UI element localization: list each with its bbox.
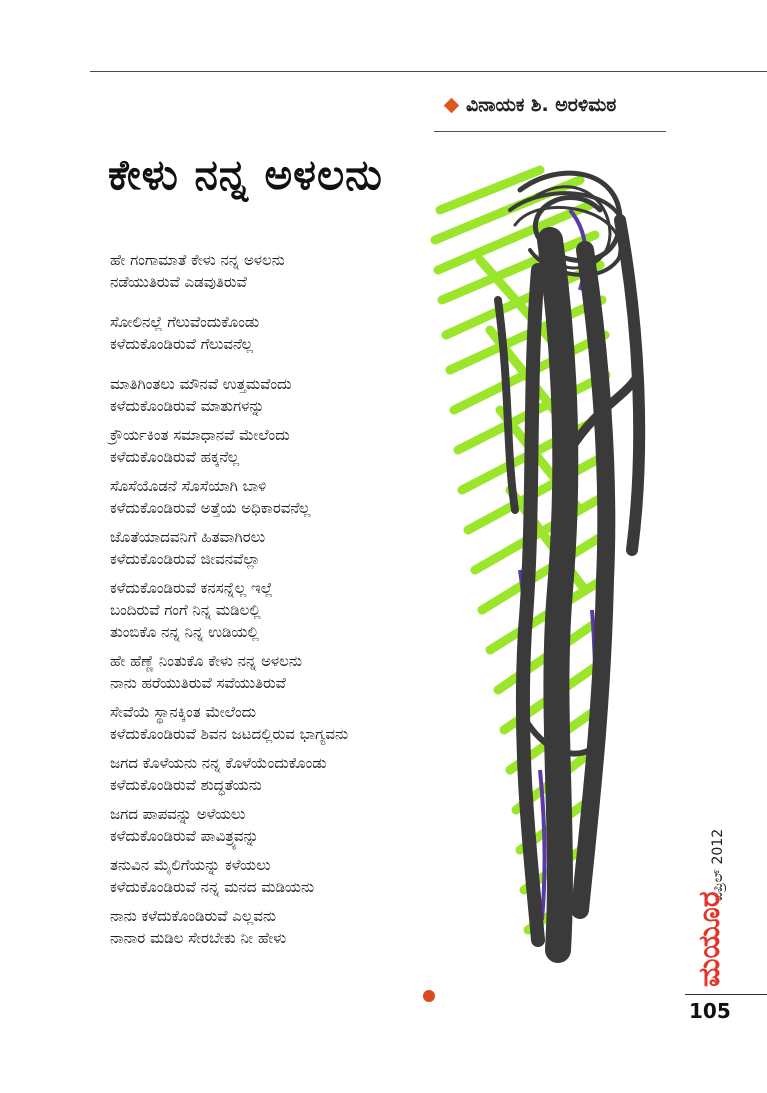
poem-line: ಕಳೆದುಕೊಂಡಿರುವೆ ಗೆಲುವನೆಲ್ಲ (110, 335, 253, 353)
poem-body (110, 249, 440, 956)
poem-line: ಹೇ ಗಂಗಾಮಾತೆ ಕೇಳು ನನ್ನ ಅಳಲನು (110, 251, 285, 269)
poem-line: ಮಾತಿಗಿಂತಲು ಮೌನವೆ ಉತ್ತಮವೆಂದು (110, 375, 292, 393)
stanza (110, 577, 440, 643)
poem-line: ನಡೆಯುತಿರುವೆ ಎಡವುತಿರುವೆ (110, 273, 247, 291)
poem-line: ತನುವಿನ ಮೈಲಿಗೆಯನ್ನು ಕಳೆಯಲು (110, 856, 271, 874)
poem-title: ಕೇಳು ನನ್ನ ಅಳಲನು (108, 150, 383, 199)
poem-line: ಕಳೆದುಕೊಂಡಿರುವೆ ಶಿವನ ಜಟದಲ್ಲಿರುವ ಭಾಗ್ಯವನು (110, 725, 349, 743)
poem-line: ಕ್ರೌರ್ಯಕಿಂತ ಸಮಾಧಾನವೆ ಮೇಲೆಂದು (110, 426, 290, 444)
stanza (110, 373, 440, 417)
author-rule (434, 131, 666, 132)
poem-line: ಕಳೆದುಕೊಂಡಿರುವೆ ಹಕ್ಕನೆಲ್ಲ (110, 448, 240, 466)
poem-line: ನಾನು ಹರೆಯುತಿರುವೆ ಸವೆಯುತಿರುವೆ (110, 674, 286, 692)
author-byline (446, 92, 616, 118)
poem-line: ಜೊತೆಯಾದವನಿಗೆ ಹಿತವಾಗಿರಲು (110, 528, 266, 546)
dark-scribbles (498, 173, 639, 950)
poem-line: ಕಳೆದುಕೊಂಡಿರುವೆ ಶುದ್ಧತೆಯನು (110, 776, 262, 794)
poem-line: ಕಳೆದುಕೊಂಡಿರುವೆ ಪಾವಿತ್ರ್ಯವನ್ನು (110, 827, 259, 845)
poem-line: ಕಳೆದುಕೊಂಡಿರುವೆ ಜೀವನವೆಲ್ಲಾ (110, 550, 261, 568)
stanza (110, 701, 440, 745)
poem-line: ಕಳೆದುಕೊಂಡಿರುವೆ ಅತ್ತೆಯ ಅಧಿಕಾರವನೆಲ್ಲ (110, 499, 311, 517)
poem-line: ಸೋಲಿನಲ್ಲೆ ಗೆಲುವೆಂದುಕೊಂಡು (110, 313, 260, 331)
magazine-masthead (678, 891, 742, 987)
stanza (110, 752, 440, 796)
poem-line: ಕಳೆದುಕೊಂಡಿರುವೆ ನನ್ನ ಮನದ ಮಡಿಯನು (110, 878, 315, 896)
stanza (110, 249, 440, 293)
poem-line: ಬಂದಿರುವೆ ಗಂಗೆ ನಿನ್ನ ಮಡಿಲಲ್ಲಿ (110, 601, 261, 619)
poem-line: ಸೊಸೆಯೊಡನೆ ಸೊಸೆಯಾಗಿ ಬಾಳಿ (110, 477, 267, 495)
issue-date-text: ಏಪ್ರಿಲ್ 2012 (710, 828, 726, 902)
author-name: ವಿನಾಯಕ ಶಿ. ಅರಳಿಮಠ (466, 94, 617, 116)
stanza (110, 650, 440, 694)
poem-line: ಜಗದ ಕೊಳೆಯನು ನನ್ನ ಕೊಳೆಯೆಂದುಕೊಂಡು (110, 754, 327, 772)
orange-dot-icon (423, 990, 435, 1002)
poem-line: ಕಳೆದುಕೊಂಡಿರುವೆ ಮಾತುಗಳನ್ನು (110, 397, 265, 415)
page-number: 105 (689, 999, 731, 1023)
header-rule (90, 71, 767, 72)
stanza (110, 311, 440, 355)
stanza (110, 526, 440, 570)
stanza (110, 803, 440, 847)
abstract-brush-art-icon (420, 150, 680, 990)
poem-line: ನಾನು ಕಳೆದುಕೊಂಡಿರುವೆ ಎಲ್ಲವನು (110, 907, 277, 925)
poem-line: ನಾನಾರ ಮಡಿಲ ಸೇರಬೇಕು ನೀ ಹೇಳು (110, 929, 287, 947)
stanza (110, 905, 440, 949)
poem-line: ಸೇವೆಯೆ ಸ್ಥಾನಕ್ಕಿಂತ ಮೇಲೆಂದು (110, 703, 257, 721)
poem-line: ಹೇ ಹೆಣ್ಣೆ ನಿಂತುಕೊ ಕೇಳು ನನ್ನ ಅಳಲನು (110, 652, 302, 670)
stanza (110, 475, 440, 519)
footer-rule (685, 994, 767, 995)
magazine-name: ಮಯೂರ (692, 891, 727, 987)
stanza (110, 424, 440, 468)
poem-line: ಜಗದ ಪಾಪವನ್ನು ಅಳೆಯಲು (110, 805, 246, 823)
poem-line: ಕಳೆದುಕೊಂಡಿರುವೆ ಕನಸನ್ನೆಲ್ಲ ಇಲ್ಲೆ (110, 579, 273, 597)
diamond-bullet-icon (444, 97, 460, 113)
poem-line: ತುಂಬಿಕೊ ನನ್ನ ನಿನ್ನ ಉಡಿಯಲ್ಲಿ (110, 623, 259, 641)
stanza (110, 854, 440, 898)
